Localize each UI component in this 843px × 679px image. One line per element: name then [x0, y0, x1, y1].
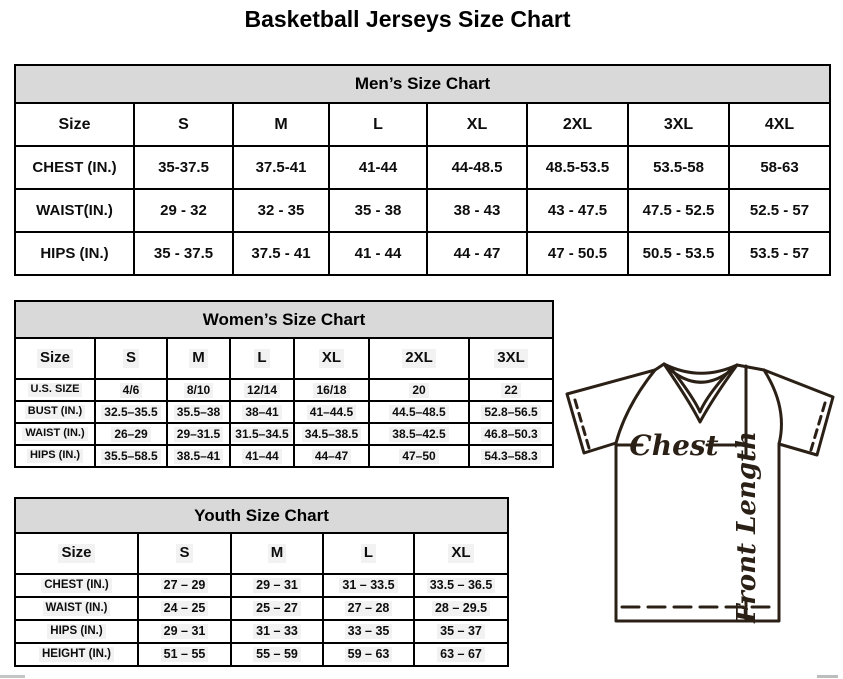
column-header: Size — [15, 338, 95, 379]
column-header: XL — [414, 533, 508, 574]
table-row — [15, 189, 830, 232]
row-label: HIPS (IN.) — [15, 620, 138, 643]
size-value: 52.5 - 57 — [729, 189, 830, 232]
size-value: 34.5–38.5 — [294, 423, 369, 445]
size-value: 31 – 33 — [231, 620, 323, 643]
horizontal-scrollbar-fragment[interactable] — [817, 675, 838, 678]
column-header: XL — [427, 103, 527, 146]
size-value: 31 – 33.5 — [323, 574, 414, 597]
horizontal-scrollbar-fragment[interactable] — [0, 675, 25, 678]
size-value: 4/6 — [95, 379, 167, 401]
table-row — [15, 379, 553, 401]
size-value: 52.8–56.5 — [469, 401, 553, 423]
size-value: 25 – 27 — [231, 597, 323, 620]
size-value: 27 – 28 — [323, 597, 414, 620]
womens-table-title: Women’s Size Chart — [15, 301, 553, 338]
size-value: 35 - 38 — [329, 189, 427, 232]
table-row — [15, 620, 508, 643]
row-label: WAIST (IN.) — [15, 423, 95, 445]
size-value: 38–41 — [230, 401, 294, 423]
row-label: U.S. SIZE — [15, 379, 95, 401]
column-header: M — [233, 103, 329, 146]
size-value: 29 – 31 — [138, 620, 231, 643]
row-label: WAIST(IN.) — [15, 189, 134, 232]
chest-label: Chest — [629, 429, 719, 462]
size-value: 29 - 32 — [134, 189, 233, 232]
size-value: 41-44 — [329, 146, 427, 189]
table-band-row — [15, 65, 830, 103]
size-value: 28 – 29.5 — [414, 597, 508, 620]
size-value: 32 - 35 — [233, 189, 329, 232]
youth-size-table — [14, 497, 509, 667]
size-value: 41 - 44 — [329, 232, 427, 275]
row-label: HIPS (IN.) — [15, 445, 95, 467]
size-value: 38.5–42.5 — [369, 423, 469, 445]
size-value: 33 – 35 — [323, 620, 414, 643]
jersey-measurement-diagram — [556, 356, 842, 668]
table-row — [15, 597, 508, 620]
column-header: S — [95, 338, 167, 379]
size-value: 20 — [369, 379, 469, 401]
size-value: 44–47 — [294, 445, 369, 467]
column-header: 3XL — [469, 338, 553, 379]
table-row — [15, 643, 508, 666]
youth-table-title: Youth Size Chart — [15, 498, 508, 533]
size-value: 48.5-53.5 — [527, 146, 628, 189]
size-value: 58-63 — [729, 146, 830, 189]
size-value: 41–44.5 — [294, 401, 369, 423]
size-value: 24 – 25 — [138, 597, 231, 620]
size-value: 35.5–58.5 — [95, 445, 167, 467]
table-row — [15, 146, 830, 189]
table-row — [15, 232, 830, 275]
size-value: 35 - 37.5 — [134, 232, 233, 275]
table-header-row — [15, 533, 508, 574]
size-value: 43 - 47.5 — [527, 189, 628, 232]
column-header: 3XL — [628, 103, 729, 146]
jersey-right-cuff-dashed — [811, 403, 825, 450]
size-value: 51 – 55 — [138, 643, 231, 666]
size-value: 41–44 — [230, 445, 294, 467]
size-value: 31.5–34.5 — [230, 423, 294, 445]
column-header: S — [134, 103, 233, 146]
size-value: 47.5 - 52.5 — [628, 189, 729, 232]
size-value: 55 – 59 — [231, 643, 323, 666]
column-header: XL — [294, 338, 369, 379]
table-header-row — [15, 338, 553, 379]
table-band-row — [15, 301, 553, 338]
page-title: Basketball Jerseys Size Chart — [244, 6, 571, 32]
size-value: 44 - 47 — [427, 232, 527, 275]
size-value: 32.5–35.5 — [95, 401, 167, 423]
column-header: M — [167, 338, 230, 379]
size-value: 12/14 — [230, 379, 294, 401]
size-value: 8/10 — [167, 379, 230, 401]
size-value: 35 – 37 — [414, 620, 508, 643]
column-header: Size — [15, 103, 134, 146]
table-header-row — [15, 103, 830, 146]
size-value: 44.5–48.5 — [369, 401, 469, 423]
front-length-label: Front Length — [732, 431, 762, 623]
size-value: 53.5-58 — [628, 146, 729, 189]
size-value: 33.5 – 36.5 — [414, 574, 508, 597]
size-value: 44-48.5 — [427, 146, 527, 189]
jersey-right-armhole-seam — [764, 370, 781, 444]
row-label: CHEST (IN.) — [15, 574, 138, 597]
table-row — [15, 423, 553, 445]
column-header: 2XL — [369, 338, 469, 379]
table-row — [15, 445, 553, 467]
size-value: 54.3–58.3 — [469, 445, 553, 467]
size-value: 63 – 67 — [414, 643, 508, 666]
row-label: WAIST (IN.) — [15, 597, 138, 620]
mens-table-title: Men’s Size Chart — [15, 65, 830, 103]
size-value: 38 - 43 — [427, 189, 527, 232]
column-header: M — [231, 533, 323, 574]
table-band-row — [15, 498, 508, 533]
size-value: 53.5 - 57 — [729, 232, 830, 275]
size-value: 50.5 - 53.5 — [628, 232, 729, 275]
column-header: L — [230, 338, 294, 379]
womens-size-table — [14, 300, 554, 468]
size-value: 47 - 50.5 — [527, 232, 628, 275]
column-header: S — [138, 533, 231, 574]
size-value: 26–29 — [95, 423, 167, 445]
column-header: L — [323, 533, 414, 574]
column-header: Size — [15, 533, 138, 574]
size-value: 29 – 31 — [231, 574, 323, 597]
size-value: 35.5–38 — [167, 401, 230, 423]
size-value: 37.5-41 — [233, 146, 329, 189]
row-label: BUST (IN.) — [15, 401, 95, 423]
size-value: 38.5–41 — [167, 445, 230, 467]
column-header: 2XL — [527, 103, 628, 146]
size-value: 47–50 — [369, 445, 469, 467]
row-label: CHEST (IN.) — [15, 146, 134, 189]
table-row — [15, 401, 553, 423]
size-value: 16/18 — [294, 379, 369, 401]
size-value: 29–31.5 — [167, 423, 230, 445]
column-header: L — [329, 103, 427, 146]
size-value: 22 — [469, 379, 553, 401]
size-value: 27 – 29 — [138, 574, 231, 597]
row-label: HEIGHT (IN.) — [15, 643, 138, 666]
row-label: HIPS (IN.) — [15, 232, 134, 275]
size-value: 35-37.5 — [134, 146, 233, 189]
size-value: 37.5 - 41 — [233, 232, 329, 275]
mens-size-table — [14, 64, 831, 276]
table-row — [15, 574, 508, 597]
size-value: 59 – 63 — [323, 643, 414, 666]
size-value: 46.8–50.3 — [469, 423, 553, 445]
column-header: 4XL — [729, 103, 830, 146]
